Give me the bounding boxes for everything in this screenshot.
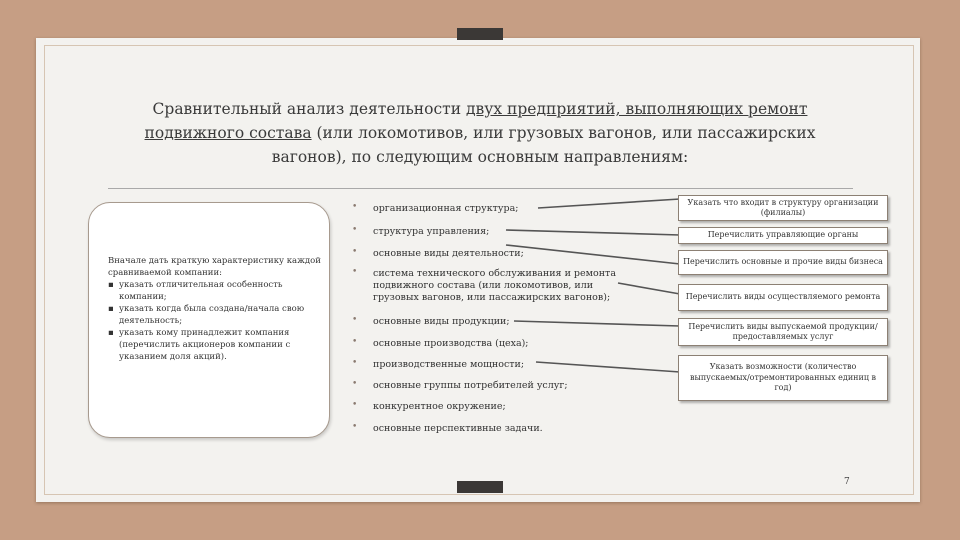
slide-title [130, 97, 830, 169]
bullet-marker: • [352, 267, 358, 277]
callout-products: Перечислить виды выпускаемой продукции/предоставляемых услуг [678, 318, 888, 346]
callout-repair: Перечислить виды осуществляемого ремонта [678, 284, 888, 311]
list-item: основные перспективные задачи. [373, 423, 543, 434]
title-line2-a: подвижного состава [144, 124, 312, 142]
bullet-marker: • [352, 337, 358, 347]
bullet-marker: • [352, 225, 358, 235]
page-number: 7 [844, 477, 850, 487]
list-item: основные виды деятельности; [373, 248, 524, 259]
bullet-marker: • [352, 315, 358, 325]
callout-capacity: Указать возможности (количество выпускаемых/отремонтированных единиц в год) [678, 355, 888, 401]
intro-list-item: ▪ указать отличительная особенность компании; [108, 279, 322, 303]
intro-list [108, 279, 322, 363]
intro-box-text [108, 255, 322, 363]
list-item-continuation: грузовых вагонов, или пассажирских вагонов); [373, 292, 611, 303]
bullet-marker: • [352, 400, 358, 410]
list-item: структура управления; [373, 226, 490, 237]
list-item-continuation: подвижного состава (или локомотивов, или [373, 280, 594, 291]
callout-activities: Перечислить основные и прочие виды бизнеса [678, 250, 888, 275]
title-line2-b: (или локомотивов, или грузовых вагонов, или пассажирских [311, 124, 816, 142]
intro-list-item: ▪ указать кому принадлежит компания (перечислить акционеров компании с указанием доля акций). [108, 327, 322, 363]
callout-structure: Указать что входит в структуру организации (филиалы) [678, 195, 888, 221]
list-item: основные производства (цеха); [373, 338, 529, 349]
bullet-marker: • [352, 379, 358, 389]
list-item: основные виды продукции; [373, 316, 510, 327]
bullet-marker: • [352, 247, 358, 257]
list-item: основные группы потребителей услуг; [373, 380, 568, 391]
binder-clip-bottom [457, 481, 503, 493]
list-item: система технического обслуживания и ремонта [373, 268, 616, 279]
bullet-marker: • [352, 422, 358, 432]
intro-list-item: ▪ указать когда была создана/начала свою деятельность; [108, 303, 322, 327]
callout-management: Перечислить управляющие органы [678, 227, 888, 244]
intro-text: Вначале дать краткую характеристику каждой сравниваемой компании: [108, 256, 321, 278]
title-line1-b: двух предприятий, выполняющих ремонт [465, 100, 808, 118]
list-item: организационная структура; [373, 203, 519, 214]
bullet-marker: • [352, 358, 358, 368]
title-line3: вагонов), по следующим основным направлениям: [271, 148, 689, 166]
list-item: производственные мощности; [373, 359, 525, 370]
title-line1-a: Сравнительный анализ деятельности [152, 100, 466, 118]
binder-clip-top [457, 28, 503, 40]
title-divider [108, 188, 853, 189]
list-item: конкурентное окружение; [373, 401, 506, 412]
bullet-marker: • [352, 202, 358, 212]
